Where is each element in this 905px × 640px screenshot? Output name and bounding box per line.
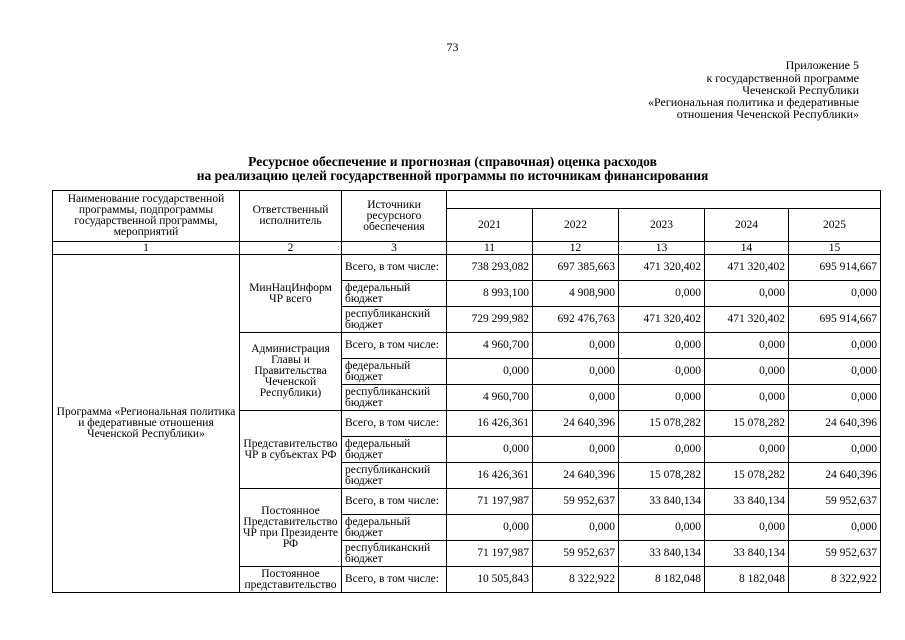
value-cell: 471 320,402 — [705, 255, 789, 281]
resource-table — [52, 190, 881, 593]
value-cell: 471 320,402 — [619, 255, 705, 281]
header-year: 2022 — [533, 209, 619, 242]
value-cell: 0,000 — [447, 437, 533, 463]
responsible-cell: Администрация Главы и Правительства Чеченской Республики) — [240, 333, 342, 411]
value-cell: 24 640,396 — [789, 463, 881, 489]
responsible-cell: Постоянное представительство — [240, 567, 342, 593]
annex-line: Чеченской Республики — [742, 83, 859, 97]
header-name: Наименование государственной программы, подпрограммы государственной программы, мероприятий — [53, 191, 240, 242]
source-cell: Всего, в том числе: — [342, 333, 447, 359]
value-cell: 471 320,402 — [619, 307, 705, 333]
column-number: 11 — [447, 242, 533, 255]
value-cell: 729 299,982 — [447, 307, 533, 333]
header-year: 2025 — [789, 209, 881, 242]
source-cell: республиканский бюджет — [342, 541, 447, 567]
value-cell: 59 952,637 — [533, 489, 619, 515]
value-cell: 0,000 — [533, 385, 619, 411]
value-cell: 4 960,700 — [447, 333, 533, 359]
value-cell: 0,000 — [705, 281, 789, 307]
header-year: 2021 — [447, 209, 533, 242]
value-cell: 0,000 — [533, 333, 619, 359]
header-years-group — [447, 191, 881, 209]
value-cell: 695 914,667 — [789, 307, 881, 333]
source-cell: республиканский бюджет — [342, 307, 447, 333]
annex-reference — [648, 72, 859, 120]
value-cell: 0,000 — [619, 281, 705, 307]
value-cell: 15 078,282 — [705, 463, 789, 489]
header-sources: Источники ресурсного обеспечения — [342, 191, 447, 242]
source-cell: федеральный бюджет — [342, 437, 447, 463]
value-cell: 0,000 — [533, 515, 619, 541]
value-cell: 738 293,082 — [447, 255, 533, 281]
value-cell: 471 320,402 — [705, 307, 789, 333]
column-number: 3 — [342, 242, 447, 255]
value-cell: 0,000 — [619, 437, 705, 463]
value-cell: 33 840,134 — [619, 489, 705, 515]
column-number: 1 — [53, 242, 240, 255]
value-cell: 0,000 — [789, 359, 881, 385]
value-cell: 4 960,700 — [447, 385, 533, 411]
value-cell: 0,000 — [705, 333, 789, 359]
value-cell: 33 840,134 — [705, 489, 789, 515]
value-cell: 71 197,987 — [447, 489, 533, 515]
value-cell: 0,000 — [533, 437, 619, 463]
value-cell: 0,000 — [619, 515, 705, 541]
value-cell: 15 078,282 — [619, 411, 705, 437]
value-cell: 24 640,396 — [533, 463, 619, 489]
source-cell: республиканский бюджет — [342, 463, 447, 489]
value-cell: 15 078,282 — [705, 411, 789, 437]
value-cell: 15 078,282 — [619, 463, 705, 489]
column-number: 12 — [533, 242, 619, 255]
annex-line: к государственной программе — [706, 71, 859, 85]
page-number: 73 — [446, 40, 459, 54]
source-cell: федеральный бюджет — [342, 359, 447, 385]
value-cell: 0,000 — [789, 515, 881, 541]
header-responsible: Ответственный исполнитель — [240, 191, 342, 242]
value-cell: 0,000 — [789, 333, 881, 359]
value-cell: 0,000 — [705, 437, 789, 463]
value-cell: 8 322,922 — [533, 567, 619, 593]
value-cell: 33 840,134 — [705, 541, 789, 567]
annex-line: отношения Чеченской Республики» — [676, 107, 859, 121]
value-cell: 0,000 — [447, 359, 533, 385]
source-cell: Всего, в том числе: — [342, 489, 447, 515]
value-cell: 697 385,663 — [533, 255, 619, 281]
table-row — [53, 255, 881, 281]
value-cell: 24 640,396 — [789, 411, 881, 437]
value-cell: 4 908,900 — [533, 281, 619, 307]
responsible-cell: Представительство ЧР в субъектах РФ — [240, 411, 342, 489]
source-cell: республиканский бюджет — [342, 385, 447, 411]
column-number: 13 — [619, 242, 705, 255]
document-title — [0, 155, 905, 183]
column-number: 2 — [240, 242, 342, 255]
value-cell: 8 322,922 — [789, 567, 881, 593]
value-cell: 695 914,667 — [789, 255, 881, 281]
value-cell: 8 182,048 — [619, 567, 705, 593]
value-cell: 59 952,637 — [789, 541, 881, 567]
source-cell: Всего, в том числе: — [342, 567, 447, 593]
table-body — [53, 255, 881, 593]
document-title-line: на реализацию целей государственной программы по источникам финансирования — [196, 168, 709, 183]
document-title-line: Ресурсное обеспечение и прогнозная (справочная) оценка расходов — [248, 154, 657, 169]
value-cell: 0,000 — [789, 437, 881, 463]
source-cell: федеральный бюджет — [342, 281, 447, 307]
value-cell: 10 505,843 — [447, 567, 533, 593]
value-cell: 0,000 — [447, 515, 533, 541]
source-cell: федеральный бюджет — [342, 515, 447, 541]
program-name-cell: Программа «Региональная политика и федеративные отношения Чеченской Республики» — [53, 255, 240, 593]
value-cell: 0,000 — [705, 385, 789, 411]
value-cell: 16 426,361 — [447, 411, 533, 437]
value-cell: 0,000 — [619, 359, 705, 385]
value-cell: 59 952,637 — [789, 489, 881, 515]
column-number: 15 — [789, 242, 881, 255]
header-year: 2024 — [705, 209, 789, 242]
source-cell: Всего, в том числе: — [342, 411, 447, 437]
value-cell: 16 426,361 — [447, 463, 533, 489]
annex-line: «Региональная политика и федеративные — [647, 95, 859, 109]
value-cell: 33 840,134 — [619, 541, 705, 567]
header-year: 2023 — [619, 209, 705, 242]
value-cell: 0,000 — [619, 385, 705, 411]
value-cell: 24 640,396 — [533, 411, 619, 437]
responsible-cell: Постоянное Представительство ЧР при Президенте РФ — [240, 489, 342, 567]
value-cell: 8 182,048 — [705, 567, 789, 593]
value-cell: 0,000 — [705, 359, 789, 385]
value-cell: 71 197,987 — [447, 541, 533, 567]
value-cell: 8 993,100 — [447, 281, 533, 307]
source-cell: Всего, в том числе: — [342, 255, 447, 281]
annex-title: Приложение 5 — [785, 58, 859, 72]
value-cell: 692 476,763 — [533, 307, 619, 333]
value-cell: 0,000 — [789, 281, 881, 307]
column-number: 14 — [705, 242, 789, 255]
value-cell: 59 952,637 — [533, 541, 619, 567]
responsible-cell: МинНацИнформ ЧР всего — [240, 255, 342, 333]
value-cell: 0,000 — [789, 385, 881, 411]
value-cell: 0,000 — [705, 515, 789, 541]
value-cell: 0,000 — [533, 359, 619, 385]
value-cell: 0,000 — [619, 333, 705, 359]
